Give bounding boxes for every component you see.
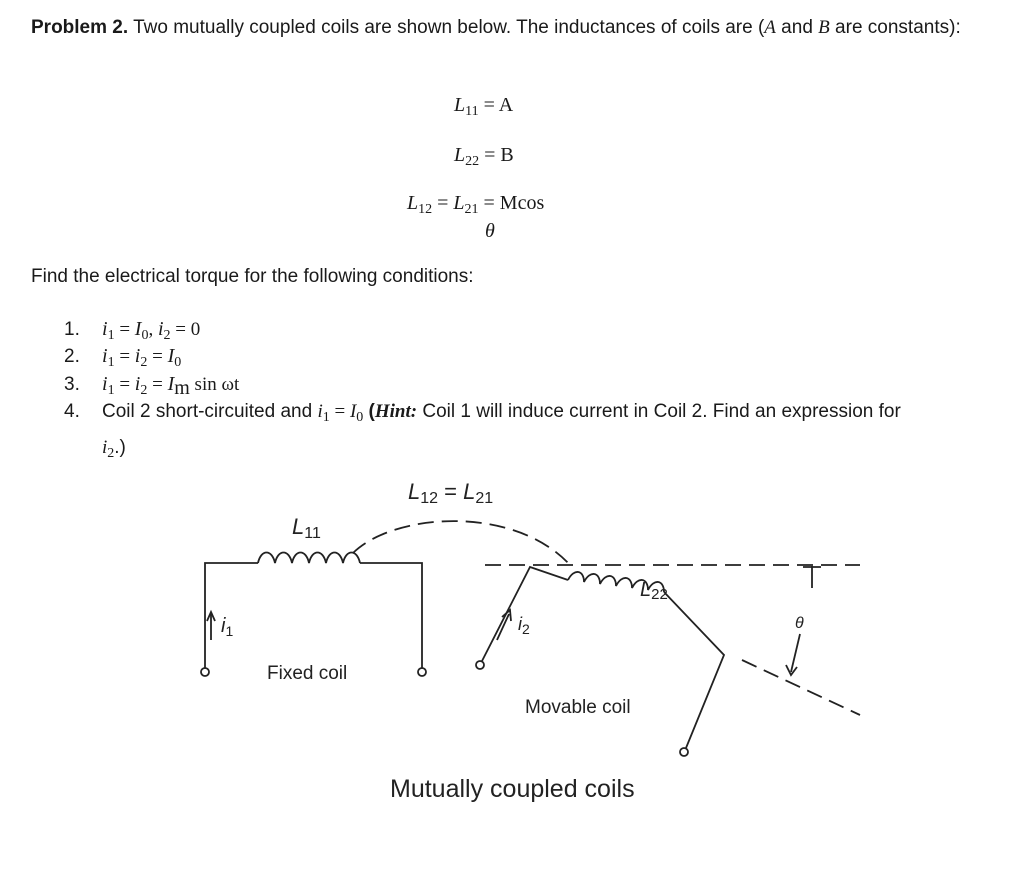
equation-theta: θ bbox=[485, 220, 495, 242]
fixed-terminal-right bbox=[418, 668, 426, 676]
var-a: A bbox=[764, 17, 776, 38]
condition-4: 4. Coil 2 short-circuited and $i_1 = I_0$ (Hint: Coil 1 will induce current in Coil 2. Find an expression for bbox=[64, 401, 901, 425]
fixed-coil-right-wire bbox=[360, 563, 422, 668]
figure-caption: Mutually coupled coils bbox=[390, 775, 635, 803]
i1-label: $i_1$ bbox=[221, 615, 234, 639]
fixed-terminal-left bbox=[201, 668, 209, 676]
movable-terminal-right bbox=[680, 748, 688, 756]
problem-label: Problem 2. bbox=[31, 17, 129, 38]
condition-2: 2. $i_1 = i_2 = I_0$ bbox=[64, 345, 182, 370]
fixed-coil-label: Fixed coil bbox=[267, 663, 348, 684]
equation-l11: $L_{11} = A$ bbox=[454, 94, 514, 119]
mutual-inductance-label: L12 = L21 bbox=[408, 479, 494, 507]
var-b: B bbox=[818, 17, 830, 38]
find-instruction: Find the electrical torque for the following conditions: bbox=[31, 266, 474, 287]
problem-text-and: and bbox=[775, 17, 819, 38]
l11-label: L11 bbox=[292, 514, 321, 542]
movable-terminal-left bbox=[476, 661, 484, 669]
movable-coil-label: Movable coil bbox=[525, 697, 631, 718]
mutual-arc bbox=[353, 521, 570, 565]
theta-label: θ bbox=[795, 615, 804, 632]
condition-1: 1. $i_1 = I_0$, $i_2 = 0$ bbox=[64, 318, 201, 343]
angle-line bbox=[742, 660, 860, 715]
movable-coil-left-wire bbox=[482, 567, 568, 661]
condition-4-continued: $i_2$.) bbox=[102, 437, 126, 461]
theta-arrow bbox=[791, 634, 800, 672]
condition-3: 3. $i_1 = i_2 = Im$ sin ωt bbox=[64, 373, 240, 399]
l22-label: L22 bbox=[640, 579, 668, 603]
equation-l12: $L_{12} = L_{21} = Mcos$ bbox=[407, 192, 545, 217]
problem-text-a: Two mutually coupled coils are shown below. The inductances of coils are ( bbox=[128, 17, 765, 38]
fixed-coil-winding bbox=[258, 553, 360, 564]
equation-l22: $L_{22} = B$ bbox=[454, 144, 514, 169]
problem-text-b: are constants): bbox=[829, 17, 961, 38]
i2-label: $i_2$ bbox=[518, 614, 530, 637]
movable-coil-right-wire bbox=[664, 592, 724, 748]
